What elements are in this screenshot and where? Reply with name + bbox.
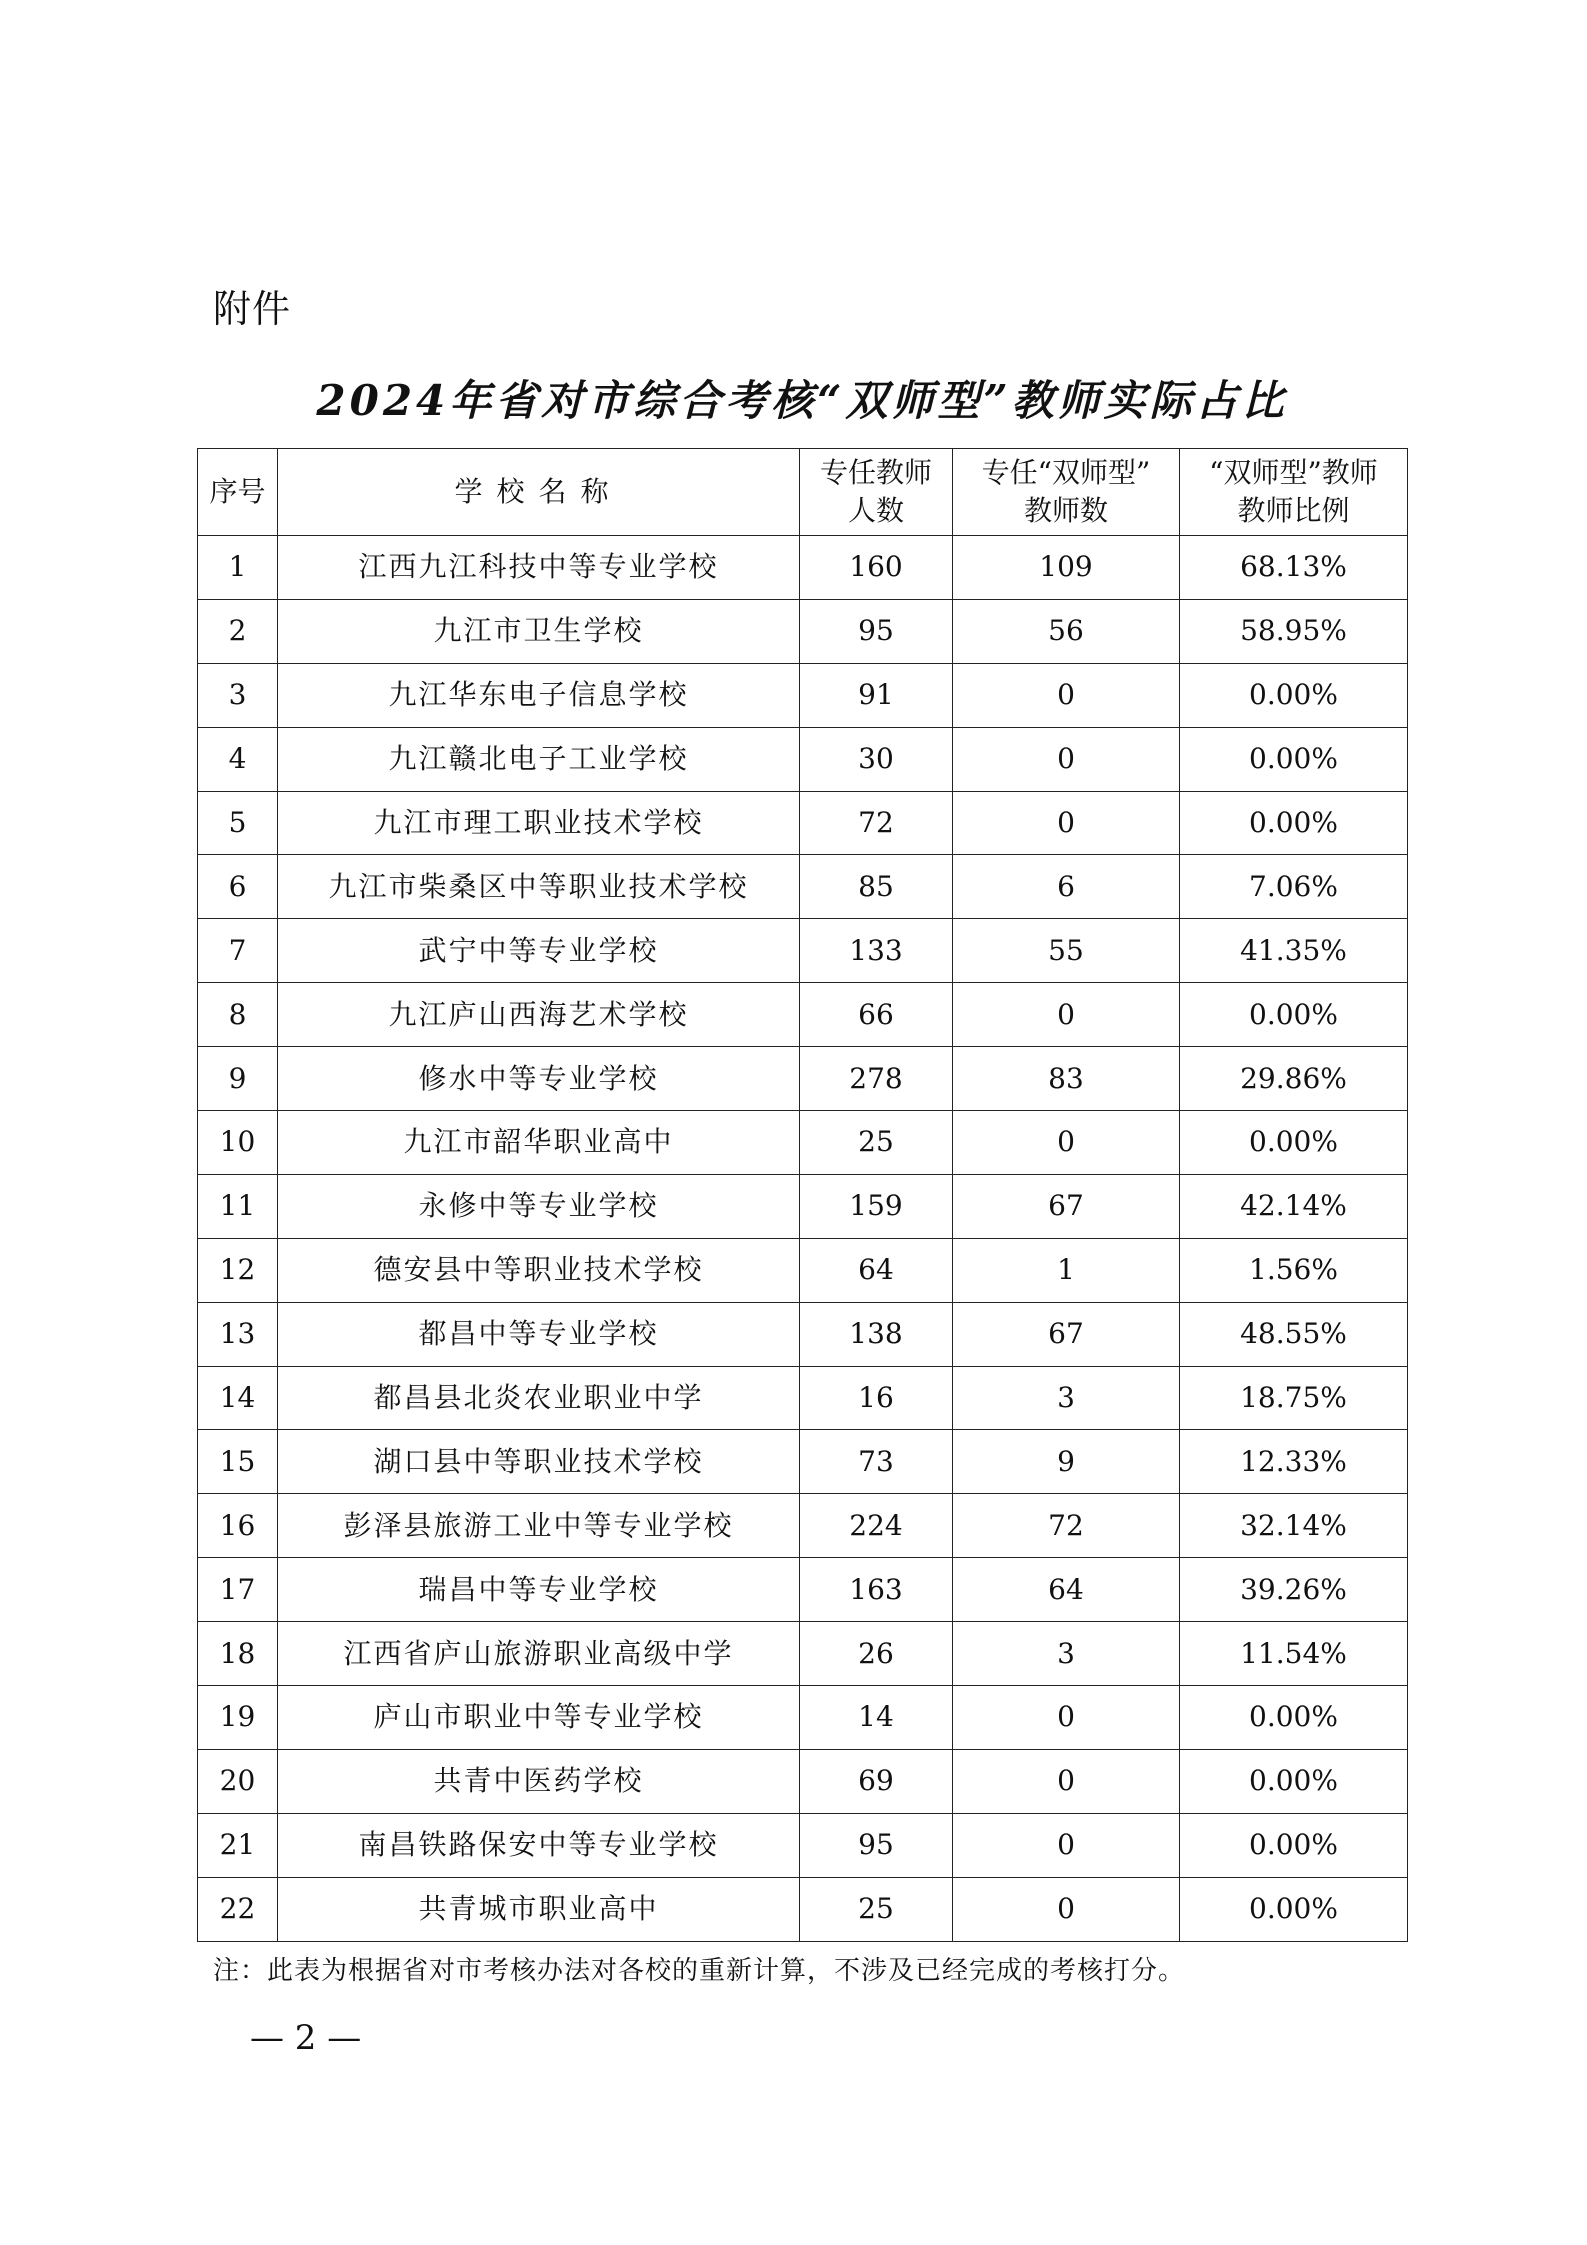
cell-school-name: 瑞昌中等专业学校 [278, 1558, 800, 1622]
cell-dual-teachers: 0 [953, 1877, 1180, 1941]
cell-no: 8 [198, 983, 278, 1047]
cell-no: 6 [198, 855, 278, 919]
table-row [198, 727, 1408, 791]
cell-dual-ratio: 0.00% [1180, 727, 1408, 791]
table-row [198, 791, 1408, 855]
cell-dual-ratio: 0.00% [1180, 1813, 1408, 1877]
table-row [198, 1558, 1408, 1622]
cell-dual-ratio: 18.75% [1180, 1366, 1408, 1430]
cell-total-teachers: 224 [800, 1494, 953, 1558]
cell-school-name: 九江市卫生学校 [278, 599, 800, 663]
cell-total-teachers: 138 [800, 1302, 953, 1366]
cell-dual-teachers: 3 [953, 1622, 1180, 1686]
cell-dual-ratio: 0.00% [1180, 1749, 1408, 1813]
cell-school-name: 江西九江科技中等专业学校 [278, 536, 800, 600]
cell-dual-ratio: 0.00% [1180, 983, 1408, 1047]
header-dual-teachers [953, 449, 1180, 536]
cell-dual-teachers: 64 [953, 1558, 1180, 1622]
cell-school-name: 都昌县北炎农业职业中学 [278, 1366, 800, 1430]
cell-dual-ratio: 48.55% [1180, 1302, 1408, 1366]
cell-dual-teachers: 0 [953, 983, 1180, 1047]
cell-dual-ratio: 41.35% [1180, 919, 1408, 983]
cell-dual-ratio: 42.14% [1180, 1174, 1408, 1238]
cell-no: 4 [198, 727, 278, 791]
header-dual-line2: 教师数 [1023, 494, 1108, 527]
cell-school-name: 江西省庐山旅游职业高级中学 [278, 1622, 800, 1686]
cell-total-teachers: 73 [800, 1430, 953, 1494]
cell-total-teachers: 16 [800, 1366, 953, 1430]
cell-total-teachers: 25 [800, 1111, 953, 1175]
cell-dual-ratio: 0.00% [1180, 1686, 1408, 1750]
table-row [198, 855, 1408, 919]
cell-dual-teachers: 3 [953, 1366, 1180, 1430]
cell-no: 13 [198, 1302, 278, 1366]
cell-total-teachers: 95 [800, 599, 953, 663]
cell-total-teachers: 14 [800, 1686, 953, 1750]
cell-school-name: 南昌铁路保安中等专业学校 [278, 1813, 800, 1877]
cell-school-name: 九江市柴桑区中等职业技术学校 [278, 855, 800, 919]
cell-no: 7 [198, 919, 278, 983]
header-school-name: 学校名称 [278, 449, 800, 536]
table-row [198, 1813, 1408, 1877]
cell-no: 19 [198, 1686, 278, 1750]
header-no: 序号 [198, 449, 278, 536]
cell-dual-teachers: 9 [953, 1430, 1180, 1494]
cell-dual-teachers: 6 [953, 855, 1180, 919]
cell-school-name: 修水中等专业学校 [278, 1047, 800, 1111]
cell-school-name: 九江市理工职业技术学校 [278, 791, 800, 855]
table-row [198, 1238, 1408, 1302]
cell-school-name: 彭泽县旅游工业中等专业学校 [278, 1494, 800, 1558]
cell-school-name: 共青中医药学校 [278, 1749, 800, 1813]
table-row [198, 536, 1408, 600]
cell-dual-teachers: 0 [953, 727, 1180, 791]
cell-dual-ratio: 0.00% [1180, 1111, 1408, 1175]
cell-school-name: 九江庐山西海艺术学校 [278, 983, 800, 1047]
cell-total-teachers: 159 [800, 1174, 953, 1238]
table-row [198, 1622, 1408, 1686]
cell-total-teachers: 72 [800, 791, 953, 855]
cell-no: 18 [198, 1622, 278, 1686]
cell-no: 21 [198, 1813, 278, 1877]
cell-dual-teachers: 72 [953, 1494, 1180, 1558]
table-row [198, 1877, 1408, 1941]
table-body [198, 536, 1408, 1942]
header-total-teachers [800, 449, 953, 536]
cell-school-name: 九江华东电子信息学校 [278, 663, 800, 727]
cell-school-name: 湖口县中等职业技术学校 [278, 1430, 800, 1494]
cell-dual-ratio: 0.00% [1180, 1877, 1408, 1941]
table-row [198, 1366, 1408, 1430]
cell-school-name: 九江赣北电子工业学校 [278, 727, 800, 791]
cell-dual-ratio: 68.13% [1180, 536, 1408, 600]
table-row [198, 1111, 1408, 1175]
header-ratio-line1: “双师型”教师 [1209, 456, 1378, 489]
table-row [198, 1174, 1408, 1238]
table-row [198, 1430, 1408, 1494]
cell-dual-teachers: 83 [953, 1047, 1180, 1111]
cell-school-name: 德安县中等职业技术学校 [278, 1238, 800, 1302]
table-row [198, 1302, 1408, 1366]
cell-no: 11 [198, 1174, 278, 1238]
cell-dual-ratio: 0.00% [1180, 663, 1408, 727]
cell-total-teachers: 25 [800, 1877, 953, 1941]
cell-school-name: 永修中等专业学校 [278, 1174, 800, 1238]
cell-no: 5 [198, 791, 278, 855]
cell-dual-teachers: 0 [953, 1111, 1180, 1175]
cell-total-teachers: 163 [800, 1558, 953, 1622]
cell-dual-ratio: 39.26% [1180, 1558, 1408, 1622]
dual-teacher-table [197, 448, 1408, 1942]
table-header-row [198, 449, 1408, 536]
cell-no: 20 [198, 1749, 278, 1813]
cell-no: 10 [198, 1111, 278, 1175]
cell-total-teachers: 30 [800, 727, 953, 791]
cell-dual-teachers: 55 [953, 919, 1180, 983]
cell-total-teachers: 66 [800, 983, 953, 1047]
cell-no: 16 [198, 1494, 278, 1558]
page-number: — 2 — [250, 2018, 362, 2058]
cell-no: 15 [198, 1430, 278, 1494]
table-row [198, 599, 1408, 663]
document-title: 2024年省对市综合考核“双师型”教师实际占比 [316, 376, 1288, 425]
cell-total-teachers: 160 [800, 536, 953, 600]
table-row [198, 1749, 1408, 1813]
cell-school-name: 武宁中等专业学校 [278, 919, 800, 983]
table-row [198, 983, 1408, 1047]
header-total-line1: 专任教师 [819, 456, 932, 489]
cell-dual-teachers: 0 [953, 1749, 1180, 1813]
table-row [198, 663, 1408, 727]
cell-dual-ratio: 1.56% [1180, 1238, 1408, 1302]
attachment-label: 附件 [213, 287, 292, 331]
cell-total-teachers: 95 [800, 1813, 953, 1877]
table-row [198, 1686, 1408, 1750]
cell-dual-teachers: 0 [953, 791, 1180, 855]
cell-dual-teachers: 1 [953, 1238, 1180, 1302]
cell-dual-ratio: 32.14% [1180, 1494, 1408, 1558]
cell-dual-teachers: 0 [953, 1686, 1180, 1750]
cell-no: 17 [198, 1558, 278, 1622]
cell-total-teachers: 69 [800, 1749, 953, 1813]
cell-total-teachers: 91 [800, 663, 953, 727]
table-row [198, 919, 1408, 983]
header-dual-line1: 专任“双师型” [981, 456, 1151, 489]
cell-dual-ratio: 29.86% [1180, 1047, 1408, 1111]
cell-no: 14 [198, 1366, 278, 1430]
table-footnote: 注：此表为根据省对市考核办法对各校的重新计算，不涉及已经完成的考核打分。 [213, 1956, 1186, 1986]
cell-dual-ratio: 11.54% [1180, 1622, 1408, 1686]
cell-no: 9 [198, 1047, 278, 1111]
cell-dual-teachers: 109 [953, 536, 1180, 600]
cell-dual-ratio: 58.95% [1180, 599, 1408, 663]
cell-dual-teachers: 0 [953, 663, 1180, 727]
table-row [198, 1494, 1408, 1558]
cell-total-teachers: 85 [800, 855, 953, 919]
cell-dual-ratio: 7.06% [1180, 855, 1408, 919]
cell-total-teachers: 278 [800, 1047, 953, 1111]
cell-dual-teachers: 67 [953, 1302, 1180, 1366]
cell-school-name: 九江市韶华职业高中 [278, 1111, 800, 1175]
header-total-line2: 人数 [847, 494, 904, 527]
cell-no: 2 [198, 599, 278, 663]
cell-dual-ratio: 12.33% [1180, 1430, 1408, 1494]
cell-total-teachers: 26 [800, 1622, 953, 1686]
cell-school-name: 都昌中等专业学校 [278, 1302, 800, 1366]
cell-total-teachers: 64 [800, 1238, 953, 1302]
cell-school-name: 共青城市职业高中 [278, 1877, 800, 1941]
cell-dual-teachers: 67 [953, 1174, 1180, 1238]
cell-no: 12 [198, 1238, 278, 1302]
cell-no: 1 [198, 536, 278, 600]
table-row [198, 1047, 1408, 1111]
cell-school-name: 庐山市职业中等专业学校 [278, 1686, 800, 1750]
cell-dual-ratio: 0.00% [1180, 791, 1408, 855]
header-dual-ratio [1180, 449, 1408, 536]
cell-total-teachers: 133 [800, 919, 953, 983]
header-ratio-line2: 教师比例 [1237, 494, 1350, 527]
cell-no: 3 [198, 663, 278, 727]
cell-dual-teachers: 0 [953, 1813, 1180, 1877]
cell-no: 22 [198, 1877, 278, 1941]
cell-dual-teachers: 56 [953, 599, 1180, 663]
